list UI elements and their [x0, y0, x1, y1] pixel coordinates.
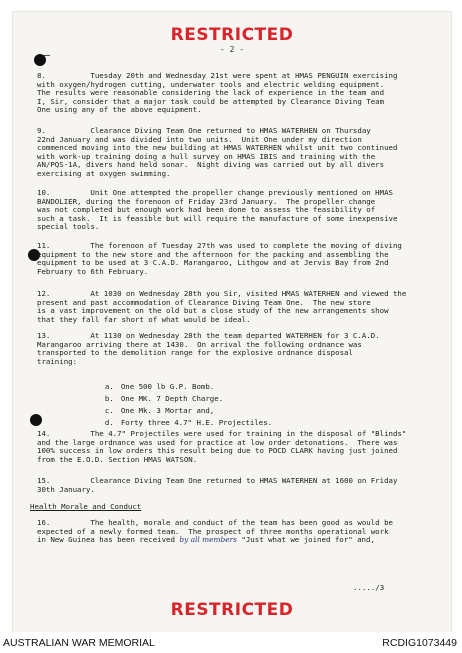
typed-text: "Just what we joined for" and,	[241, 536, 375, 545]
paragraph-8	[37, 72, 429, 115]
item-label: c.	[104, 406, 114, 415]
text-line: such a task. It is feasible but will require the manufacture of some inexpensive	[37, 214, 398, 223]
text-line: 14. The 4.7" Projectiles were used for training in the disposal of "Blinds"	[37, 430, 407, 438]
text-line: 15. Clearance Diving Team One returned to HMAS WATERHEN at 1600 on Friday	[37, 477, 398, 485]
text-line: expected of a newly formed team. The prospect of three months operational work	[37, 527, 389, 536]
text-line: February to 6th February.	[37, 267, 149, 276]
record-id: RCDIG1073449	[382, 637, 457, 649]
text-line	[37, 536, 429, 545]
text-line: commenced moving into the new building at HMAS WATERHEN whilst unit two continued	[37, 144, 398, 153]
text-line: equipment to the new store and the afternoon for the packing and assembling the	[37, 250, 389, 259]
text-line: The results were reasonable considering the lack of experience in the team and	[37, 89, 385, 98]
archive-footer	[0, 632, 462, 653]
text-line: One using any of the above equipment.	[37, 106, 202, 115]
punch-hole-top	[34, 54, 46, 66]
text-line: AN/PQS-1A, divers hand held sonar. Night diving was carried out by all divers	[37, 161, 385, 170]
item-text: One Mk. 3 Mortar and,	[120, 406, 215, 415]
punch-hole-bottom	[30, 414, 42, 426]
paragraph-15	[37, 477, 429, 494]
text-line: with work-up training doing a hull survey on HMAS IBIS and training with the	[37, 152, 376, 161]
text-line: 10. Unit One attempted the propeller change previously mentioned on HMAS	[37, 189, 393, 197]
item-label: a.	[104, 382, 114, 391]
paragraph-16	[37, 519, 429, 545]
page-number: - 2 -	[219, 45, 245, 54]
document-page	[13, 12, 451, 632]
item-label: b.	[104, 394, 114, 403]
text-line: is a vast improvement on the old but a close study of the new arrangements show	[37, 307, 389, 316]
section-heading: Health Morale and Conduct	[30, 502, 142, 511]
paragraph-11	[37, 242, 429, 276]
text-line: 22nd January and was divided into two units. Unit One under my direction	[37, 135, 362, 144]
text-line: 13. At 1130 on Wednesday 28th the team departed WATERHEN for 3 C.A.D.	[37, 332, 380, 340]
paragraph-10	[37, 189, 429, 232]
paragraph-13	[37, 332, 429, 366]
item-label: d.	[104, 418, 114, 427]
text-line: special tools.	[37, 223, 100, 232]
restricted-stamp-bottom: RESTRICTED	[170, 600, 294, 620]
text-line: 9. Clearance Diving Team One returned to HMAS WATERHEN on Thursday	[37, 127, 371, 135]
text-line: transported to the demolition range for the explosive ordnance disposal	[37, 349, 353, 358]
text-line: training:	[37, 357, 78, 366]
paragraph-12	[37, 290, 429, 324]
text-line: from the E.O.D. Section HMAS WATSON.	[37, 455, 198, 464]
paragraph-14	[37, 430, 429, 464]
text-line: 8. Tuesday 20th and Wednesday 21st were spent at HMAS PENGUIN exercising	[37, 72, 398, 80]
text-line: 12. At 1030 on Wednesday 28th you Sir, visited HMAS WATERHEN and viewed the	[37, 290, 407, 298]
text-line: that they fall far short of what would be ideal.	[37, 315, 251, 324]
item-text: Forty three 4.7" H.E. Projectiles.	[120, 418, 273, 427]
text-line: present and past accommodation of Clearance Diving Team One. The new store	[37, 298, 371, 307]
archive-name: AUSTRALIAN WAR MEMORIAL	[3, 637, 155, 649]
paragraph-9	[37, 127, 429, 179]
text-line: was not completed but enough work had been done to assess the feasibility of	[37, 206, 376, 215]
item-text: One 500 lb G.P. Bomb.	[120, 382, 215, 391]
restricted-stamp-top: RESTRICTED	[170, 25, 294, 45]
text-line: exercising at oxygen swimming.	[37, 169, 171, 178]
text-line: with oxygen/hydrogen cutting, underwater tools and electric welding equipment.	[37, 80, 385, 89]
text-line: 100% success in low orders this result being due to POCD CLARK having just joined	[37, 447, 398, 456]
text-line: 16. The health, morale and conduct of the team has been good as would be	[37, 519, 393, 527]
text-line: I, Sir, consider that a major task could be attempted by Clearance Diving Team	[37, 97, 385, 106]
text-line: and the large ordnance was used for practice at low order detonations. There was	[37, 438, 398, 447]
typed-text: in New Guinea has been received	[37, 536, 175, 545]
text-line: Marangaroo arriving there at 1430. On arrival the following ordnance was	[37, 340, 362, 349]
continuation-marker: ...../3	[353, 583, 385, 592]
text-line: BANDOLIER, during the forenoon of Friday 23rd January. The propeller change	[37, 197, 376, 206]
text-line: 30th January.	[37, 485, 95, 494]
handwritten-insertion: by all members	[179, 536, 237, 545]
text-line: equipment to be used at 3 C.A.D. Marangaroo, Lithgow and at Jervis Bay from 2nd	[37, 259, 389, 268]
text-line: 11. The forenoon of Tuesday 27th was used to complete the moving of diving	[37, 242, 402, 250]
item-text: One MK. 7 Depth Charge.	[120, 394, 224, 403]
